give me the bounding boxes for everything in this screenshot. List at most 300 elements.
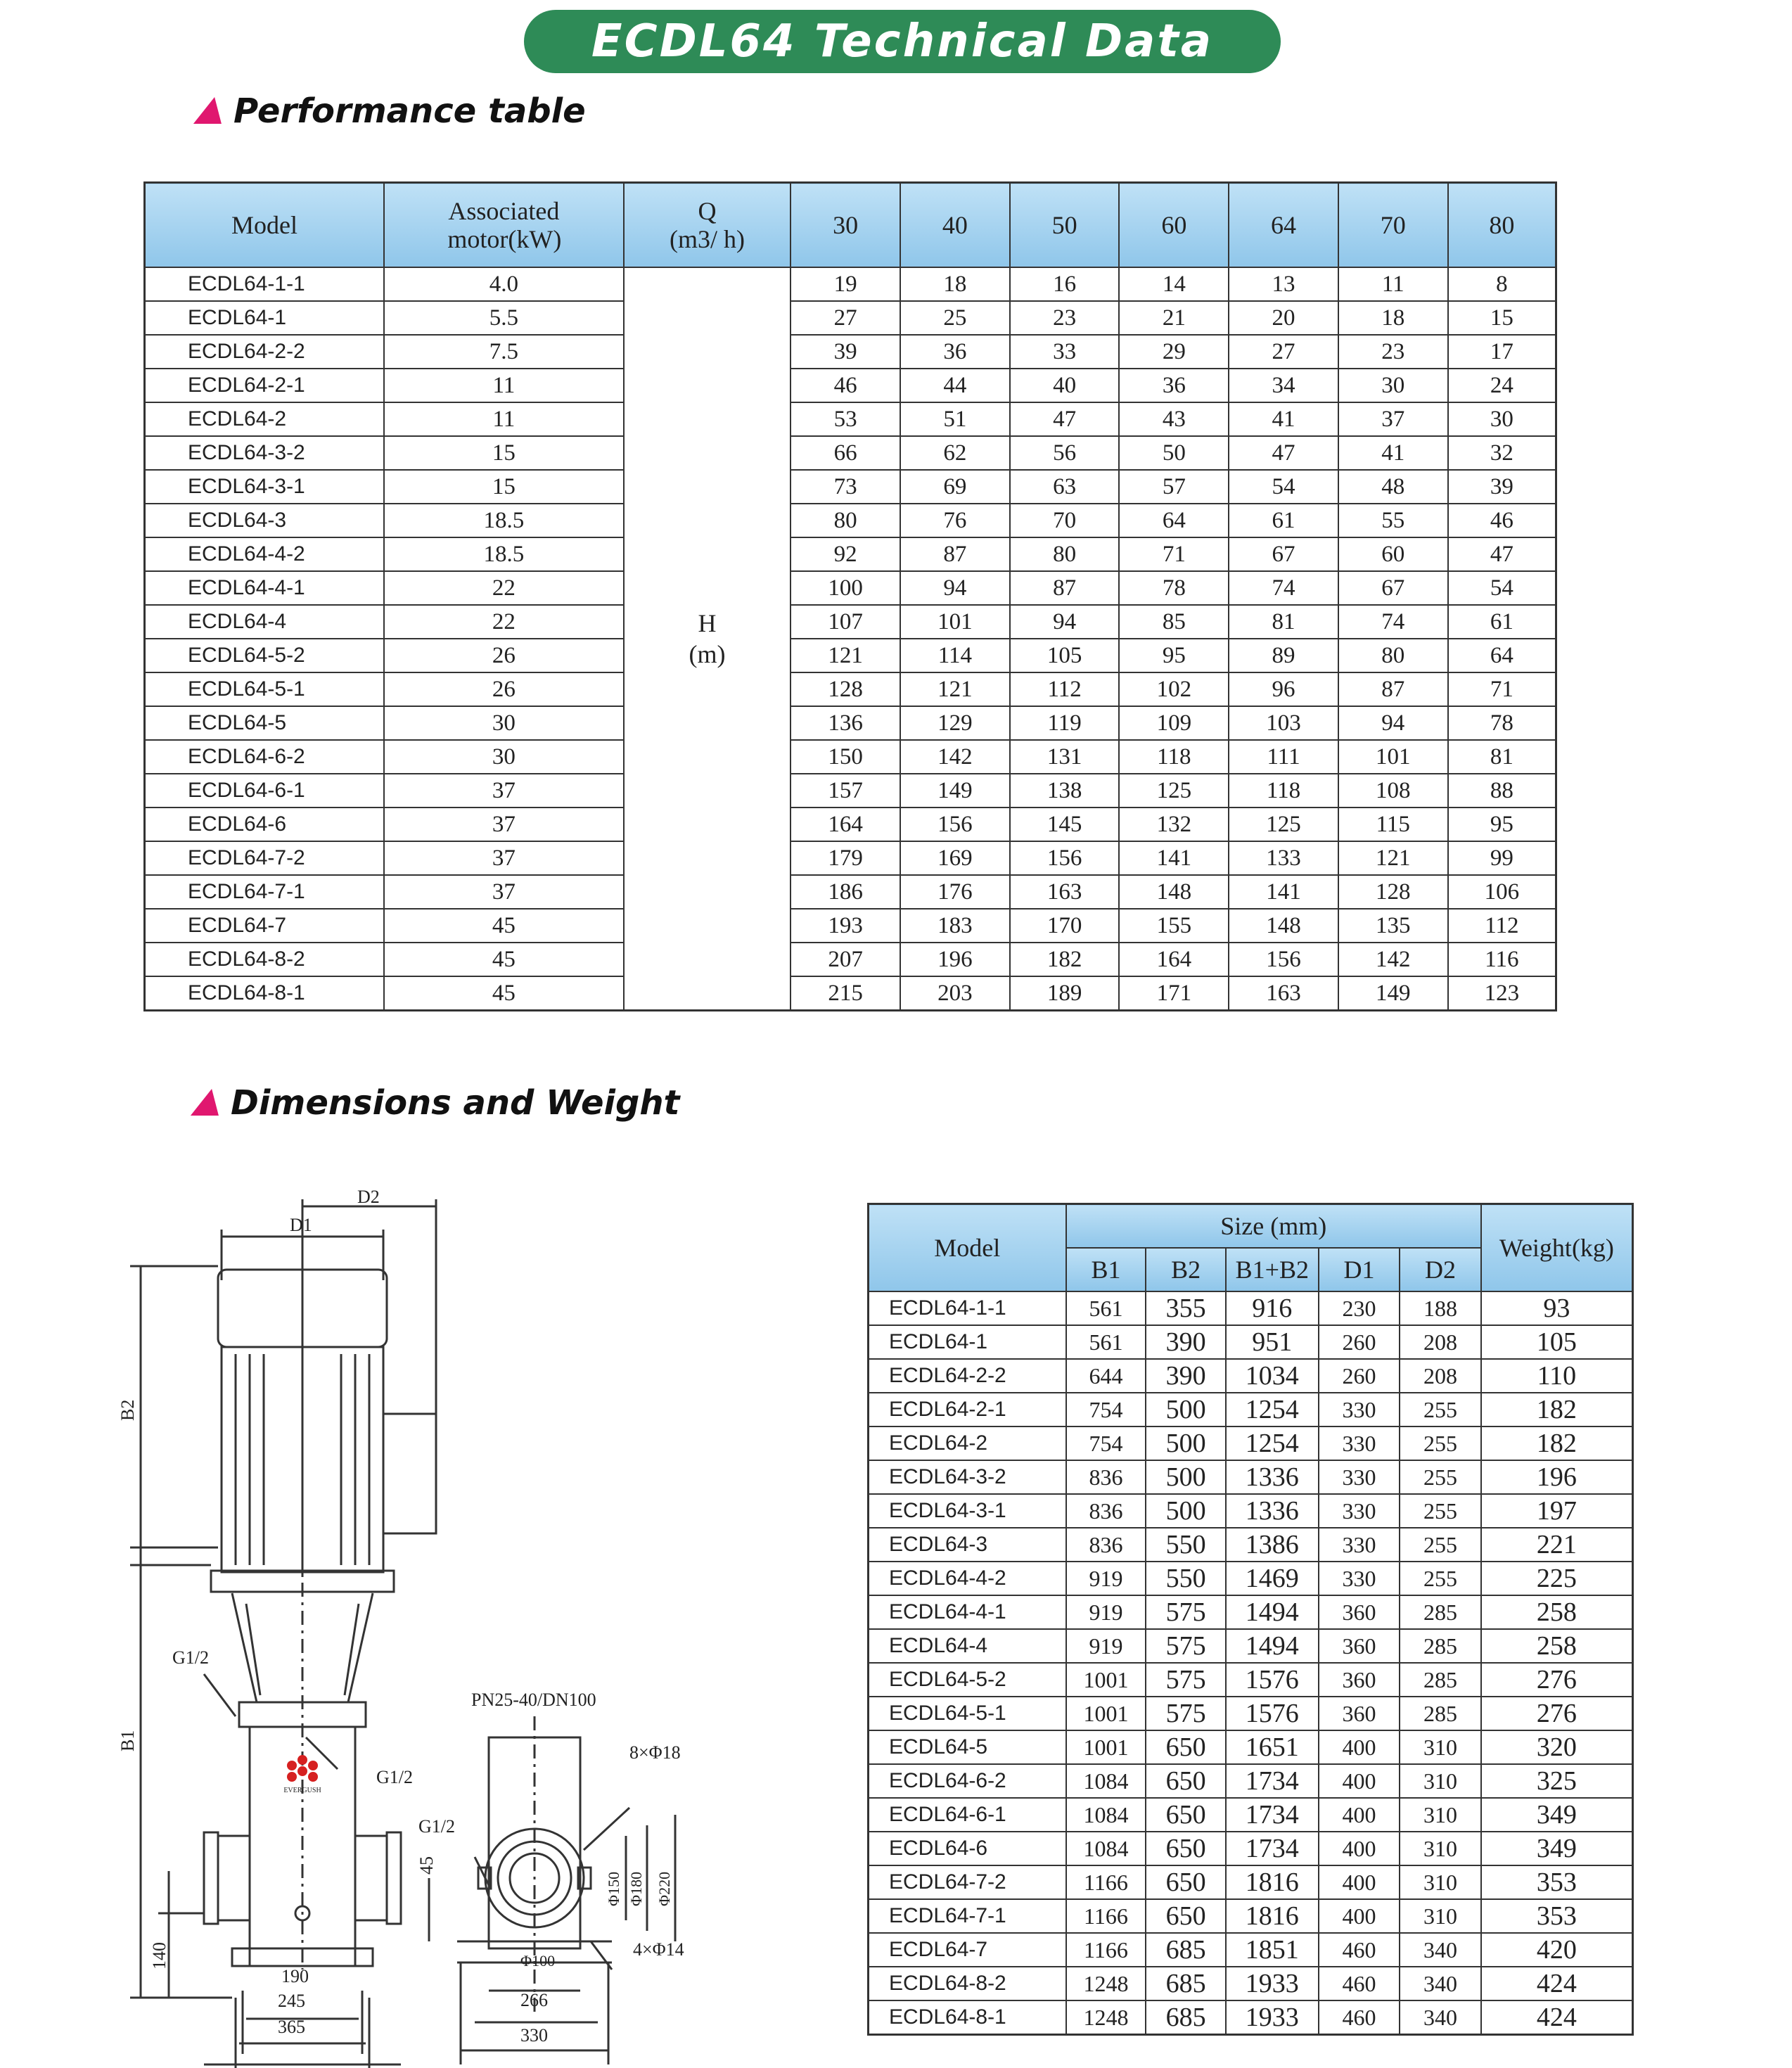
cell-model: ECDL64-7-1	[145, 875, 385, 909]
cell-model: ECDL64-7	[869, 1933, 1066, 1967]
performance-heading	[197, 91, 586, 131]
table-row	[145, 976, 1556, 1011]
cell-head-value: 73	[791, 470, 900, 504]
table-row	[145, 841, 1556, 875]
cell-d1: 330	[1319, 1426, 1400, 1460]
cell-head-value: 95	[1119, 639, 1229, 672]
table-row	[145, 402, 1556, 436]
logo	[283, 1755, 321, 1794]
cell-head-value: 51	[900, 402, 1010, 436]
cell-b1: 836	[1066, 1494, 1146, 1528]
cell-motor: 11	[384, 369, 624, 402]
cell-d2: 310	[1400, 1798, 1481, 1832]
cell-b12: 1336	[1226, 1460, 1319, 1494]
cell-motor: 5.5	[384, 301, 624, 335]
cell-head-value: 141	[1229, 875, 1338, 909]
cell-b2: 650	[1146, 1899, 1226, 1933]
cell-b1: 836	[1066, 1528, 1146, 1562]
cell-head-value: 78	[1448, 706, 1556, 740]
cell-head-value: 132	[1119, 808, 1229, 841]
cell-head-value: 89	[1229, 639, 1338, 672]
label-bolt-holes: 8×Φ18	[629, 1742, 681, 1763]
cell-d1: 360	[1319, 1697, 1400, 1730]
cell-b2: 650	[1146, 1865, 1226, 1899]
cell-b2: 500	[1146, 1426, 1226, 1460]
cell-head-value: 156	[900, 808, 1010, 841]
cell-motor: 22	[384, 571, 624, 605]
cell-d1: 360	[1319, 1629, 1400, 1663]
cell-b2: 575	[1146, 1697, 1226, 1730]
table-row	[869, 1899, 1633, 1933]
cell-head-value: 74	[1229, 571, 1338, 605]
cell-b1: 1248	[1066, 1967, 1146, 2000]
cell-head-value: 19	[791, 267, 900, 301]
cell-head-value: 94	[1010, 605, 1120, 639]
cell-head-value: 112	[1010, 672, 1120, 706]
table-row	[145, 672, 1556, 706]
cell-d1: 460	[1319, 1967, 1400, 2000]
cell-head-value: 149	[900, 774, 1010, 808]
col-b1b2: B1+B2	[1226, 1248, 1319, 1291]
cell-head-value: 41	[1229, 402, 1338, 436]
cell-b2: 575	[1146, 1629, 1226, 1663]
cell-d1: 330	[1319, 1562, 1400, 1595]
cell-head-value: 47	[1448, 537, 1556, 571]
col-motor	[384, 183, 624, 268]
label-45: 45	[416, 1856, 437, 1875]
col-weight: Weight(kg)	[1481, 1204, 1633, 1292]
cell-d2: 310	[1400, 1730, 1481, 1764]
cell-head-value: 62	[900, 436, 1010, 470]
cell-b12: 1034	[1226, 1359, 1319, 1393]
cell-head-value: 87	[900, 537, 1010, 571]
cell-d1: 460	[1319, 2000, 1400, 2035]
cell-head-value: 150	[791, 740, 900, 774]
cell-head-value: 61	[1448, 605, 1556, 639]
col-d2: D2	[1400, 1248, 1481, 1291]
cell-model: ECDL64-1-1	[145, 267, 385, 301]
cell-d2: 255	[1400, 1426, 1481, 1460]
cell-b2: 575	[1146, 1663, 1226, 1697]
cell-head-value: 156	[1010, 841, 1120, 875]
cell-d1: 330	[1319, 1494, 1400, 1528]
cell-model: ECDL64-1	[145, 301, 385, 335]
cell-head-value: 128	[791, 672, 900, 706]
cell-motor: 30	[384, 706, 624, 740]
cell-b12: 1816	[1226, 1899, 1319, 1933]
cell-head-value: 8	[1448, 267, 1556, 301]
cell-b12: 1651	[1226, 1730, 1319, 1764]
cell-head-value: 155	[1119, 909, 1229, 943]
cell-head-value: 141	[1119, 841, 1229, 875]
cell-d1: 260	[1319, 1359, 1400, 1393]
cell-head-value: 133	[1229, 841, 1338, 875]
cell-b1: 754	[1066, 1393, 1146, 1426]
performance-heading-label: Performance table	[233, 91, 586, 131]
cell-head-value: 145	[1010, 808, 1120, 841]
cell-head-value: 138	[1010, 774, 1120, 808]
table-row	[145, 369, 1556, 402]
cell-model: ECDL64-6	[145, 808, 385, 841]
cell-motor: 15	[384, 470, 624, 504]
cell-w: 258	[1481, 1629, 1633, 1663]
cell-head-value: 101	[900, 605, 1010, 639]
cell-b12: 1576	[1226, 1663, 1319, 1697]
cell-head-value: 17	[1448, 335, 1556, 369]
cell-b1: 1001	[1066, 1697, 1146, 1730]
cell-b2: 575	[1146, 1595, 1226, 1629]
cell-d2: 208	[1400, 1359, 1481, 1393]
logo-text: EVERGUSH	[283, 1787, 321, 1794]
performance-header-row	[145, 183, 1556, 268]
cell-head-value: 123	[1448, 976, 1556, 1011]
cell-head-value: 99	[1448, 841, 1556, 875]
cell-b12: 1254	[1226, 1393, 1319, 1426]
cell-model: ECDL64-4	[869, 1629, 1066, 1663]
label-b2: B2	[117, 1399, 138, 1421]
cell-model: ECDL64-5-1	[869, 1697, 1066, 1730]
label-d1: D1	[290, 1215, 312, 1235]
label-330: 330	[520, 2025, 548, 2045]
cell-model: ECDL64-2-2	[869, 1359, 1066, 1393]
cell-d1: 400	[1319, 1798, 1400, 1832]
cell-head-value: 74	[1338, 605, 1448, 639]
table-row	[145, 470, 1556, 504]
cell-head-value: 81	[1229, 605, 1338, 639]
cell-d1: 400	[1319, 1899, 1400, 1933]
cell-head-value: 53	[791, 402, 900, 436]
table-row	[869, 1595, 1633, 1629]
cell-head-value: 176	[900, 875, 1010, 909]
table-row	[145, 639, 1556, 672]
cell-b2: 650	[1146, 1798, 1226, 1832]
cell-d1: 400	[1319, 1730, 1400, 1764]
cell-b2: 650	[1146, 1764, 1226, 1798]
cell-d1: 400	[1319, 1832, 1400, 1865]
cell-b1: 919	[1066, 1595, 1146, 1629]
cell-motor: 37	[384, 774, 624, 808]
cell-head-value: 170	[1010, 909, 1120, 943]
cell-head-value: 94	[900, 571, 1010, 605]
cell-head-value: 32	[1448, 436, 1556, 470]
cell-b1: 1084	[1066, 1764, 1146, 1798]
cell-motor: 18.5	[384, 504, 624, 537]
cell-head-value: 18	[900, 267, 1010, 301]
cell-w: 424	[1481, 2000, 1633, 2035]
cell-d2: 285	[1400, 1629, 1481, 1663]
table-row	[145, 301, 1556, 335]
cell-head-value: 88	[1448, 774, 1556, 808]
page-title: ECDL64 Technical Data	[524, 10, 1281, 73]
pump-dimension-drawing	[105, 1182, 753, 2068]
label-phi100: Φ100	[520, 1952, 556, 1970]
col-size-group: Size (mm)	[1066, 1204, 1481, 1249]
cell-head-value: 87	[1010, 571, 1120, 605]
cell-d1: 360	[1319, 1595, 1400, 1629]
cell-head-value: 183	[900, 909, 1010, 943]
cell-head-value: 23	[1338, 335, 1448, 369]
cell-head-value: 80	[1338, 639, 1448, 672]
cell-head-value: 131	[1010, 740, 1120, 774]
cell-motor: 45	[384, 909, 624, 943]
cell-motor: 26	[384, 639, 624, 672]
cell-model: ECDL64-5-2	[869, 1663, 1066, 1697]
cell-head-value: 115	[1338, 808, 1448, 841]
cell-motor: 37	[384, 875, 624, 909]
cell-head-value: 54	[1448, 571, 1556, 605]
label-245: 245	[278, 1991, 305, 2011]
table-row	[869, 1798, 1633, 1832]
cell-head-value: 96	[1229, 672, 1338, 706]
cell-d1: 230	[1319, 1291, 1400, 1325]
cell-head-value: 119	[1010, 706, 1120, 740]
label-foot-holes: 4×Φ14	[633, 1939, 684, 1960]
cell-model: ECDL64-4	[145, 605, 385, 639]
cell-w: 353	[1481, 1865, 1633, 1899]
cell-head-value: 101	[1338, 740, 1448, 774]
cell-head-value: 25	[900, 301, 1010, 335]
cell-b2: 550	[1146, 1562, 1226, 1595]
cell-head-value: 121	[791, 639, 900, 672]
cell-head-value: 40	[1010, 369, 1120, 402]
cell-model: ECDL64-5	[145, 706, 385, 740]
cell-head-value: 36	[1119, 369, 1229, 402]
cell-head-value: 169	[900, 841, 1010, 875]
cell-d1: 330	[1319, 1393, 1400, 1426]
cell-head-value: 193	[791, 909, 900, 943]
cell-head-value: 118	[1119, 740, 1229, 774]
cell-b2: 500	[1146, 1393, 1226, 1426]
cell-head-value: 54	[1229, 470, 1338, 504]
cell-b12: 1254	[1226, 1426, 1319, 1460]
cell-b1: 754	[1066, 1426, 1146, 1460]
cell-head-value: 142	[1338, 943, 1448, 976]
cell-model: ECDL64-5-2	[145, 639, 385, 672]
cell-head-value: 15	[1448, 301, 1556, 335]
cell-model: ECDL64-6	[869, 1832, 1066, 1865]
cell-d1: 400	[1319, 1764, 1400, 1798]
cell-w: 258	[1481, 1595, 1633, 1629]
cell-d2: 285	[1400, 1595, 1481, 1629]
cell-head-value: 87	[1338, 672, 1448, 706]
cell-b12: 1734	[1226, 1832, 1319, 1865]
cell-b1: 1248	[1066, 2000, 1146, 2035]
cell-head-value: 129	[900, 706, 1010, 740]
cell-head-value: 164	[791, 808, 900, 841]
cell-head-value: 33	[1010, 335, 1120, 369]
table-row	[145, 909, 1556, 943]
col-flow: 30	[791, 183, 900, 268]
cell-head-value: 114	[900, 639, 1010, 672]
cell-w: 325	[1481, 1764, 1633, 1798]
cell-head-value: 24	[1448, 369, 1556, 402]
cell-head-value: 47	[1229, 436, 1338, 470]
cell-model: ECDL64-2-2	[145, 335, 385, 369]
cell-model: ECDL64-3-2	[869, 1460, 1066, 1494]
cell-model: ECDL64-7-2	[869, 1865, 1066, 1899]
table-row	[869, 1291, 1633, 1325]
cell-model: ECDL64-2	[145, 402, 385, 436]
cell-motor: 30	[384, 740, 624, 774]
cell-b12: 951	[1226, 1325, 1319, 1359]
cell-head-value: 157	[791, 774, 900, 808]
cell-motor: 15	[384, 436, 624, 470]
cell-head-value: 121	[1338, 841, 1448, 875]
cell-d2: 255	[1400, 1460, 1481, 1494]
table-row	[869, 1359, 1633, 1393]
cell-head-value: 34	[1229, 369, 1338, 402]
cell-head-value: 121	[900, 672, 1010, 706]
label-d2: D2	[357, 1187, 380, 1207]
cell-model: ECDL64-8-2	[145, 943, 385, 976]
cell-b1: 836	[1066, 1460, 1146, 1494]
cell-head-value: 43	[1119, 402, 1229, 436]
cell-head-value: 23	[1010, 301, 1120, 335]
cell-b12: 1494	[1226, 1595, 1319, 1629]
cell-head-value: 29	[1119, 335, 1229, 369]
dimensions-heading	[194, 1083, 679, 1123]
cell-model: ECDL64-6-2	[869, 1764, 1066, 1798]
cell-head-value: 13	[1229, 267, 1338, 301]
table-row	[869, 1865, 1633, 1899]
cell-model: ECDL64-5	[869, 1730, 1066, 1764]
col-b2: B2	[1146, 1248, 1226, 1291]
cell-model: ECDL64-7-2	[145, 841, 385, 875]
cell-head-value: 142	[900, 740, 1010, 774]
cell-d2: 310	[1400, 1899, 1481, 1933]
cell-head-value: 67	[1338, 571, 1448, 605]
table-row	[145, 808, 1556, 841]
table-row	[869, 2000, 1633, 2035]
cell-w: 420	[1481, 1933, 1633, 1967]
table-row	[869, 1562, 1633, 1595]
label-flange: PN25-40/DN100	[471, 1690, 596, 1710]
cell-d2: 255	[1400, 1494, 1481, 1528]
cell-head-value: 106	[1448, 875, 1556, 909]
cell-head-value: 163	[1010, 875, 1120, 909]
cell-d1: 260	[1319, 1325, 1400, 1359]
cell-d1: 360	[1319, 1663, 1400, 1697]
cell-head-value: 78	[1119, 571, 1229, 605]
cell-head-value: 37	[1338, 402, 1448, 436]
cell-w: 225	[1481, 1562, 1633, 1595]
table-row	[869, 1730, 1633, 1764]
table-row	[145, 875, 1556, 909]
cell-head-value: 64	[1448, 639, 1556, 672]
cell-model: ECDL64-8-1	[869, 2000, 1066, 2035]
cell-head-value: 94	[1338, 706, 1448, 740]
cell-head-value: 36	[900, 335, 1010, 369]
cell-motor: 22	[384, 605, 624, 639]
cell-head-value: 64	[1119, 504, 1229, 537]
cell-head-value: 46	[791, 369, 900, 402]
cell-motor: 11	[384, 402, 624, 436]
col-model: Model	[869, 1204, 1066, 1292]
cell-w: 353	[1481, 1899, 1633, 1933]
cell-b2: 685	[1146, 2000, 1226, 2035]
cell-model: ECDL64-3-1	[145, 470, 385, 504]
cell-b12: 1851	[1226, 1933, 1319, 1967]
cell-head-value: 108	[1338, 774, 1448, 808]
cell-head-value: 48	[1338, 470, 1448, 504]
cell-head-value: 135	[1338, 909, 1448, 943]
cell-b2: 650	[1146, 1730, 1226, 1764]
cell-head-value: 39	[791, 335, 900, 369]
cell-d1: 400	[1319, 1865, 1400, 1899]
cell-b2: 500	[1146, 1460, 1226, 1494]
cell-d2: 340	[1400, 1967, 1481, 2000]
cell-head-value: 30	[1338, 369, 1448, 402]
cell-b2: 355	[1146, 1291, 1226, 1325]
cell-head-value: 148	[1229, 909, 1338, 943]
cell-b12: 1386	[1226, 1528, 1319, 1562]
table-row	[869, 1528, 1633, 1562]
cell-model: ECDL64-5-1	[145, 672, 385, 706]
cell-w: 196	[1481, 1460, 1633, 1494]
cell-d2: 310	[1400, 1764, 1481, 1798]
cell-head-value: 215	[791, 976, 900, 1011]
cell-head-value: 63	[1010, 470, 1120, 504]
col-flow: 80	[1448, 183, 1556, 268]
cell-head-value: 100	[791, 571, 900, 605]
cell-head-value: 16	[1010, 267, 1120, 301]
table-row	[869, 1933, 1633, 1967]
col-q-label: Q	[698, 197, 717, 225]
cell-d2: 255	[1400, 1562, 1481, 1595]
cell-w: 349	[1481, 1798, 1633, 1832]
cell-w: 276	[1481, 1663, 1633, 1697]
cell-head-value: 149	[1338, 976, 1448, 1011]
cell-head-value: 81	[1448, 740, 1556, 774]
cell-head-value: 207	[791, 943, 900, 976]
cell-d2: 310	[1400, 1832, 1481, 1865]
dimensions-table	[867, 1203, 1634, 2036]
label-phi150: Φ150	[605, 1871, 622, 1906]
cell-head-value: 21	[1119, 301, 1229, 335]
col-model: Model	[145, 183, 385, 268]
cell-model: ECDL64-2-1	[145, 369, 385, 402]
cell-b12: 1734	[1226, 1798, 1319, 1832]
cell-head-value: 20	[1229, 301, 1338, 335]
cell-head-value: 116	[1448, 943, 1556, 976]
cell-motor: 26	[384, 672, 624, 706]
cell-model: ECDL64-3	[869, 1528, 1066, 1562]
cell-head-value: 156	[1229, 943, 1338, 976]
cell-w: 110	[1481, 1359, 1633, 1393]
table-row	[869, 1393, 1633, 1426]
cell-head-value: 164	[1119, 943, 1229, 976]
cell-b1: 1084	[1066, 1798, 1146, 1832]
cell-head-value: 47	[1010, 402, 1120, 436]
label-phi180: Φ180	[627, 1871, 645, 1906]
table-row	[869, 1967, 1633, 2000]
table-row	[869, 1426, 1633, 1460]
cell-model: ECDL64-6-1	[145, 774, 385, 808]
cell-head-value: 44	[900, 369, 1010, 402]
cell-b12: 916	[1226, 1291, 1319, 1325]
cell-head-value: 125	[1119, 774, 1229, 808]
cell-d1: 330	[1319, 1528, 1400, 1562]
cell-w: 93	[1481, 1291, 1633, 1325]
cell-head-value: 125	[1229, 808, 1338, 841]
cell-head-value: 182	[1010, 943, 1120, 976]
col-flow: 40	[900, 183, 1010, 268]
cell-model: ECDL64-7	[145, 909, 385, 943]
cell-model: ECDL64-1-1	[869, 1291, 1066, 1325]
cell-head-value: 50	[1119, 436, 1229, 470]
cell-d2: 340	[1400, 2000, 1481, 2035]
cell-b1: 919	[1066, 1562, 1146, 1595]
